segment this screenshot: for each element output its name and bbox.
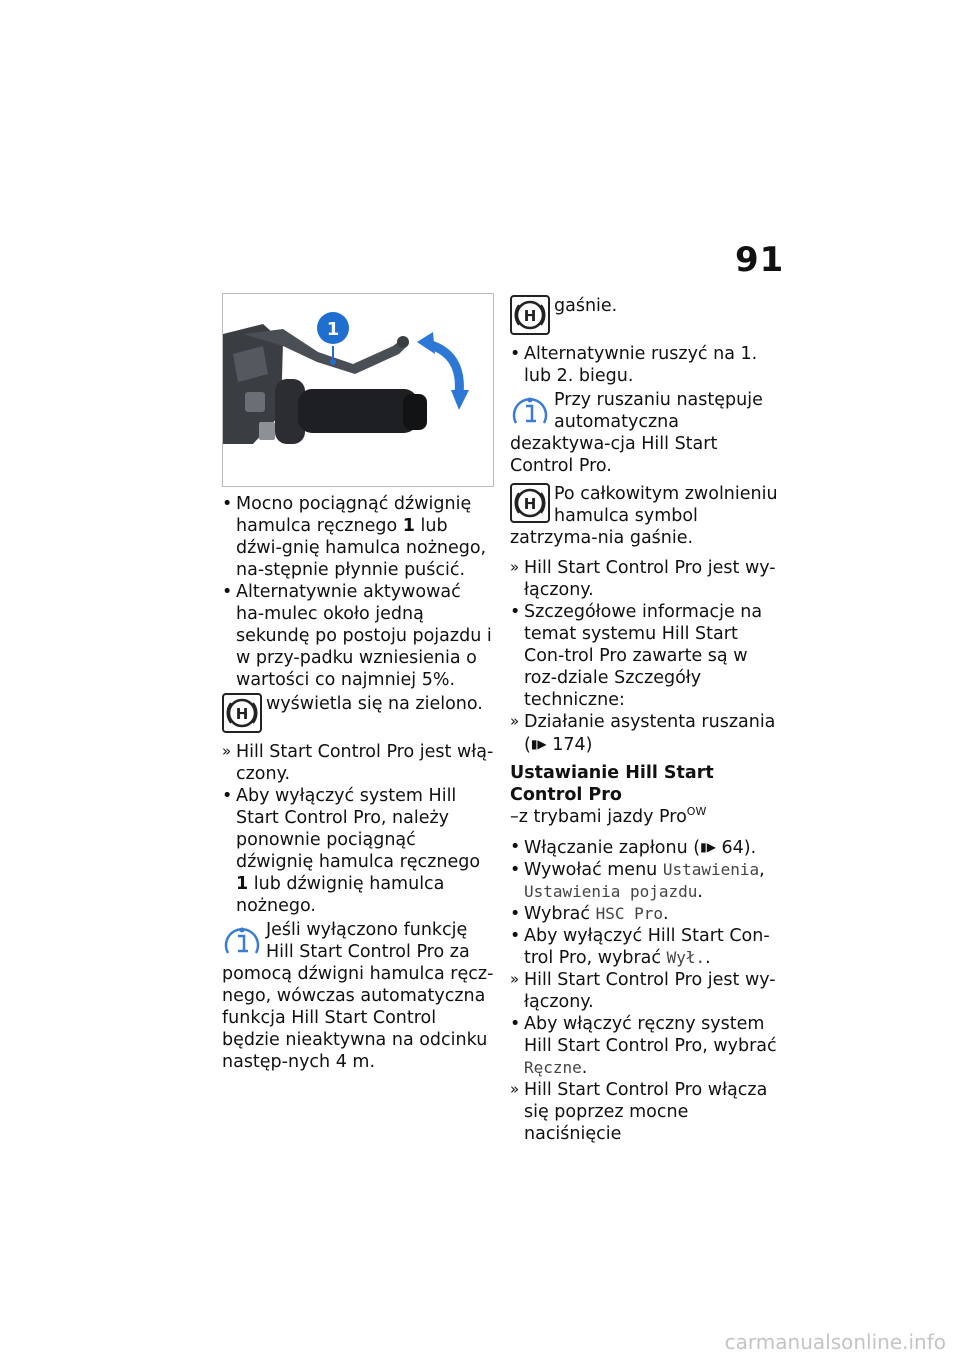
- step-disable-hsc: • Aby wyłączyć system Hill Start Control Pro, należy ponownie pociągnąć dźwignię hamulca ręcznego 1 lub dźwignię hamulca nożnego.: [222, 785, 494, 917]
- note-brake-released: H Po całkowitym zwolnieniu hamulca symbol zatrzyma-nia gaśnie.: [510, 484, 778, 548]
- brake-lever-illustration: [223, 294, 493, 486]
- note-hsc-deactivated: Jeśli wyłączono funkcję Hill Start Control Pro za pomocą dźwigni hamulca ręcz-nego, wówczas automatyczna funkcja Hill Start Control będzie nieaktywna na odcinku następ-nych 4 m.: [222, 920, 494, 1072]
- callout-number: 1: [326, 319, 340, 340]
- info-icon: [222, 919, 262, 959]
- page-ref-arrow-icon: ▮▶: [530, 737, 547, 751]
- result-hsc-on: » Hill Start Control Pro jest włą-czony.: [222, 741, 494, 785]
- result-start-assistant-ref: » Działanie asystenta ruszania (▮▶ 174): [510, 711, 782, 756]
- result-hsc-manual: » Hill Start Control Pro włącza się poprzez mocne naciśnięcie: [510, 1079, 782, 1145]
- section-subtitle: –z trybami jazdy Pro$^{OW}$: [510, 805, 707, 827]
- step-ignition-on: • Włączanie zapłonu (▮▶ 64).: [510, 836, 782, 859]
- page-ref-arrow-icon: ▮▶: [700, 840, 716, 854]
- section-heading: Ustawianie Hill Start Control Pro: [510, 763, 714, 805]
- page-number: 91: [735, 240, 785, 280]
- result-hsc-off-2: » Hill Start Control Pro jest wy-łączony.: [510, 969, 782, 1013]
- left-column: [222, 293, 494, 1073]
- watermark: carmanualsonline.info: [724, 1330, 946, 1354]
- menu-vehicle-settings: Ustawienia pojazdu: [524, 882, 698, 901]
- step-open-menu: • Wywołać menu Ustawienia, Ustawienia pojazdu.: [510, 859, 782, 903]
- menu-manual: Ręczne: [524, 1058, 582, 1077]
- ref-number: 1: [236, 874, 249, 894]
- result-hsc-off: » Hill Start Control Pro jest wy-łączony.: [510, 557, 782, 601]
- note-auto-deactivation: Przy ruszaniu następuje automatyczna dezaktywa-cja Hill Start Control Pro.: [510, 390, 763, 476]
- note-symbol-off: H gaśnie.: [510, 295, 782, 335]
- step-select-off: • Aby wyłączyć Hill Start Con-trol Pro, wybrać Wył..: [510, 925, 782, 969]
- svg-text:H: H: [523, 307, 537, 325]
- step-select-manual: • Aby włączyć ręczny system Hill Start Control Pro, wybrać Ręczne.: [510, 1013, 782, 1079]
- step-start-gear: • Alternatywnie ruszyć na 1. lub 2. biegu.: [510, 343, 782, 387]
- menu-hsc-pro: HSC Pro: [595, 904, 664, 923]
- note-hsc-green: H wyświetla się na zielono.: [222, 693, 494, 733]
- ref-number: 1: [402, 516, 415, 536]
- menu-settings: Ustawienia: [662, 860, 760, 879]
- brake-lever-figure: [222, 293, 494, 487]
- right-column: [510, 293, 782, 1145]
- info-icon: [510, 389, 550, 429]
- hill-hold-warning-icon: [510, 295, 550, 335]
- step-alternative-brake: • Alternatywnie aktywować ha-mulec około jedną sekundę po postoju pojazdu i w przy-padku wzniesienia o wartości co najmniej 5%.: [222, 581, 494, 691]
- menu-off: Wył.: [666, 948, 706, 967]
- hill-hold-warning-icon: [222, 693, 262, 733]
- step-select-hsc: • Wybrać HSC Pro.: [510, 903, 782, 925]
- svg-text:H: H: [523, 495, 537, 513]
- step-details-info: • Szczegółowe informacje na temat systemu Hill Start Con-trol Pro zawarte są w roz-dziale Szczegóły techniczne:: [510, 601, 782, 711]
- step-pull-lever: • Mocno pociągnąć dźwignię hamulca ręcznego 1 lub dźwi-gnię hamulca nożnego, na-stępnie płynnie puścić.: [222, 493, 494, 581]
- svg-text:H: H: [235, 705, 249, 723]
- hill-hold-warning-icon: [510, 483, 550, 523]
